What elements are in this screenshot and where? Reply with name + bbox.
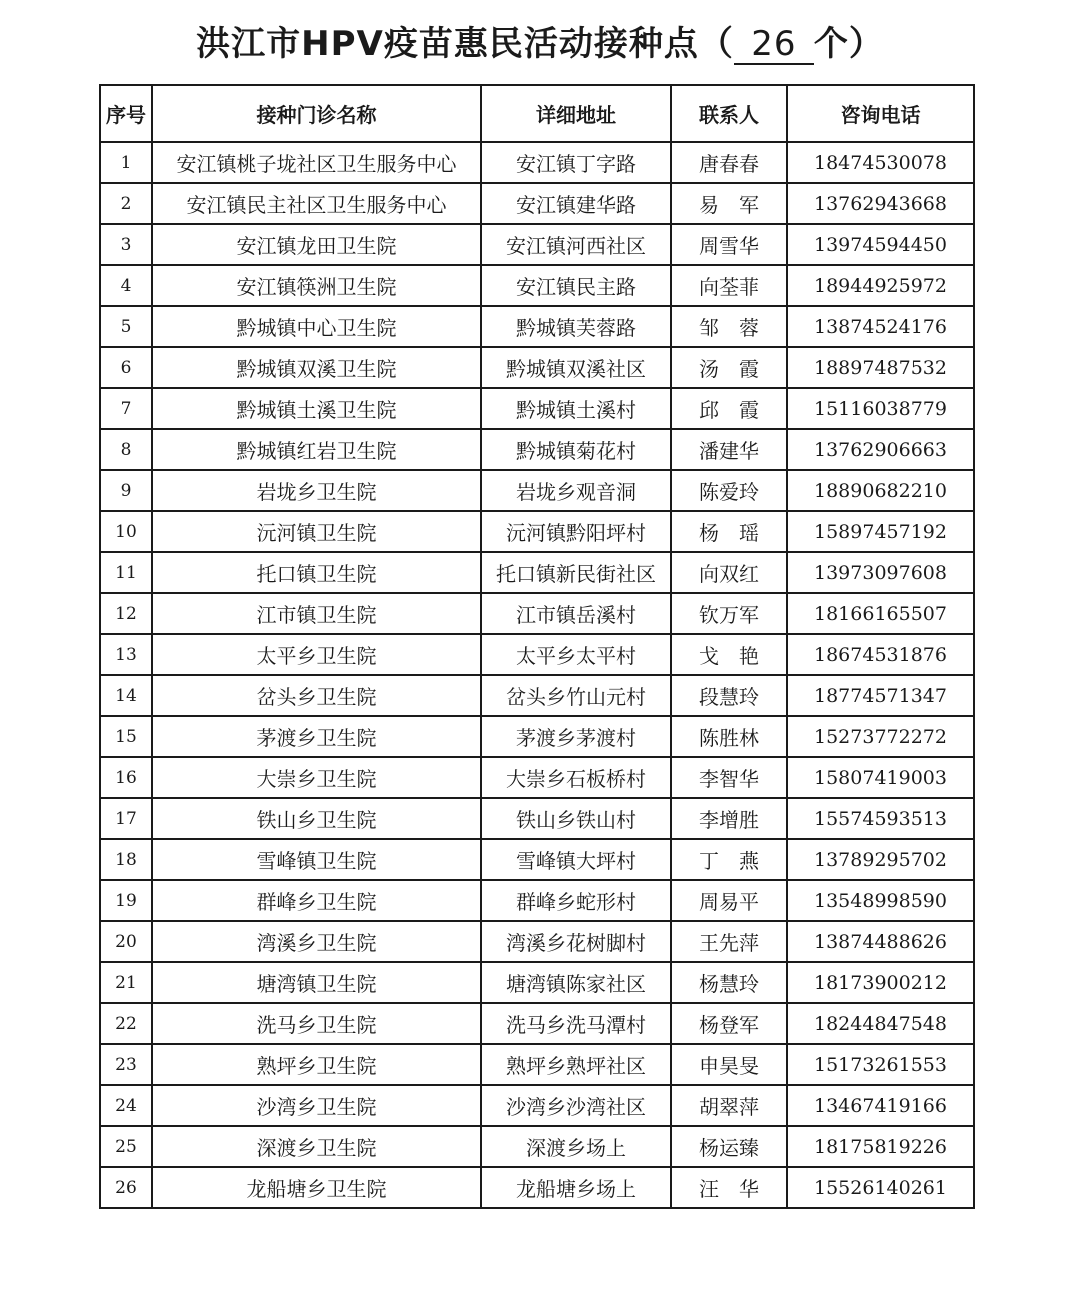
cell-contact: 戈 艳	[671, 634, 787, 675]
cell-no: 21	[100, 962, 152, 1003]
cell-address: 黔城镇土溪村	[481, 388, 671, 429]
cell-clinic-name: 安江镇民主社区卫生服务中心	[152, 183, 481, 224]
cell-no: 1	[100, 142, 152, 183]
cell-contact: 向双红	[671, 552, 787, 593]
cell-contact: 唐春春	[671, 142, 787, 183]
cell-address: 大崇乡石板桥村	[481, 757, 671, 798]
cell-address: 太平乡太平村	[481, 634, 671, 675]
cell-no: 17	[100, 798, 152, 839]
cell-clinic-name: 沙湾乡卫生院	[152, 1085, 481, 1126]
cell-contact: 申昊旻	[671, 1044, 787, 1085]
cell-phone: 15116038779	[787, 388, 974, 429]
cell-no: 25	[100, 1126, 152, 1167]
cell-phone: 15897457192	[787, 511, 974, 552]
cell-phone: 18166165507	[787, 593, 974, 634]
cell-address: 熟坪乡熟坪社区	[481, 1044, 671, 1085]
cell-contact: 杨登军	[671, 1003, 787, 1044]
cell-contact: 邹 蓉	[671, 306, 787, 347]
cell-address: 茅渡乡茅渡村	[481, 716, 671, 757]
cell-contact: 李智华	[671, 757, 787, 798]
cell-address: 安江镇丁字路	[481, 142, 671, 183]
cell-phone: 15173261553	[787, 1044, 974, 1085]
table-row	[100, 265, 974, 306]
cell-address: 安江镇建华路	[481, 183, 671, 224]
header-clinic-name: 接种门诊名称	[152, 85, 481, 142]
cell-no: 8	[100, 429, 152, 470]
cell-no: 24	[100, 1085, 152, 1126]
table-row	[100, 675, 974, 716]
cell-phone: 13789295702	[787, 839, 974, 880]
table-header-row	[100, 85, 974, 142]
cell-phone: 13762943668	[787, 183, 974, 224]
cell-phone: 13974594450	[787, 224, 974, 265]
cell-phone: 15574593513	[787, 798, 974, 839]
table-row	[100, 798, 974, 839]
cell-clinic-name: 塘湾镇卫生院	[152, 962, 481, 1003]
cell-contact: 汤 霞	[671, 347, 787, 388]
cell-contact: 向荃菲	[671, 265, 787, 306]
table-row	[100, 347, 974, 388]
table-row	[100, 1126, 974, 1167]
cell-phone: 13548998590	[787, 880, 974, 921]
cell-address: 深渡乡场上	[481, 1126, 671, 1167]
cell-phone: 18897487532	[787, 347, 974, 388]
cell-contact: 丁 燕	[671, 839, 787, 880]
cell-phone: 13874488626	[787, 921, 974, 962]
cell-no: 16	[100, 757, 152, 798]
table-row	[100, 388, 974, 429]
table-row	[100, 593, 974, 634]
cell-phone: 18944925972	[787, 265, 974, 306]
cell-no: 3	[100, 224, 152, 265]
cell-contact: 胡翠萍	[671, 1085, 787, 1126]
vaccination-sites-table	[99, 84, 975, 1209]
cell-contact: 邱 霞	[671, 388, 787, 429]
header-no: 序号	[100, 85, 152, 142]
cell-clinic-name: 铁山乡卫生院	[152, 798, 481, 839]
cell-phone: 18474530078	[787, 142, 974, 183]
cell-address: 塘湾镇陈家社区	[481, 962, 671, 1003]
cell-no: 18	[100, 839, 152, 880]
table-row	[100, 511, 974, 552]
table-row	[100, 757, 974, 798]
table-row	[100, 470, 974, 511]
cell-phone: 13762906663	[787, 429, 974, 470]
cell-no: 9	[100, 470, 152, 511]
cell-no: 12	[100, 593, 152, 634]
cell-clinic-name: 太平乡卫生院	[152, 634, 481, 675]
cell-contact: 杨运臻	[671, 1126, 787, 1167]
cell-contact: 杨 瑶	[671, 511, 787, 552]
cell-address: 沙湾乡沙湾社区	[481, 1085, 671, 1126]
table-row	[100, 429, 974, 470]
cell-no: 7	[100, 388, 152, 429]
cell-contact: 陈爱玲	[671, 470, 787, 511]
cell-clinic-name: 安江镇龙田卫生院	[152, 224, 481, 265]
cell-no: 11	[100, 552, 152, 593]
table-row	[100, 224, 974, 265]
header-contact: 联系人	[671, 85, 787, 142]
cell-contact: 钦万军	[671, 593, 787, 634]
cell-contact: 潘建华	[671, 429, 787, 470]
cell-address: 铁山乡铁山村	[481, 798, 671, 839]
cell-no: 5	[100, 306, 152, 347]
cell-phone: 18244847548	[787, 1003, 974, 1044]
cell-phone: 18173900212	[787, 962, 974, 1003]
header-phone: 咨询电话	[787, 85, 974, 142]
cell-clinic-name: 雪峰镇卫生院	[152, 839, 481, 880]
cell-clinic-name: 洗马乡卫生院	[152, 1003, 481, 1044]
cell-clinic-name: 安江镇筷洲卫生院	[152, 265, 481, 306]
cell-address: 雪峰镇大坪村	[481, 839, 671, 880]
cell-phone: 15807419003	[787, 757, 974, 798]
cell-address: 黔城镇双溪社区	[481, 347, 671, 388]
cell-address: 江市镇岳溪村	[481, 593, 671, 634]
cell-no: 20	[100, 921, 152, 962]
cell-address: 沅河镇黔阳坪村	[481, 511, 671, 552]
table-row	[100, 962, 974, 1003]
cell-clinic-name: 茅渡乡卫生院	[152, 716, 481, 757]
cell-address: 岩垅乡观音洞	[481, 470, 671, 511]
cell-address: 洗马乡洗马潭村	[481, 1003, 671, 1044]
cell-phone: 18774571347	[787, 675, 974, 716]
cell-clinic-name: 黔城镇红岩卫生院	[152, 429, 481, 470]
cell-phone: 15273772272	[787, 716, 974, 757]
cell-no: 6	[100, 347, 152, 388]
cell-address: 安江镇河西社区	[481, 224, 671, 265]
cell-phone: 13874524176	[787, 306, 974, 347]
cell-contact: 易 军	[671, 183, 787, 224]
cell-no: 2	[100, 183, 152, 224]
cell-phone: 13467419166	[787, 1085, 974, 1126]
cell-address: 岔头乡竹山元村	[481, 675, 671, 716]
table-row	[100, 1167, 974, 1208]
cell-phone: 18674531876	[787, 634, 974, 675]
cell-contact: 周易平	[671, 880, 787, 921]
cell-clinic-name: 大崇乡卫生院	[152, 757, 481, 798]
cell-clinic-name: 沅河镇卫生院	[152, 511, 481, 552]
table-row	[100, 634, 974, 675]
title-suffix: 个）	[813, 24, 884, 64]
cell-clinic-name: 安江镇桃子垅社区卫生服务中心	[152, 142, 481, 183]
cell-clinic-name: 龙船塘乡卫生院	[152, 1167, 481, 1208]
cell-no: 22	[100, 1003, 152, 1044]
cell-address: 湾溪乡花树脚村	[481, 921, 671, 962]
header-address: 详细地址	[481, 85, 671, 142]
cell-contact: 汪 华	[671, 1167, 787, 1208]
page-title	[0, 16, 1080, 65]
site-count: 26	[734, 27, 814, 65]
cell-contact: 陈胜林	[671, 716, 787, 757]
cell-no: 13	[100, 634, 152, 675]
table-row	[100, 1085, 974, 1126]
cell-no: 15	[100, 716, 152, 757]
table-row	[100, 183, 974, 224]
cell-address: 黔城镇芙蓉路	[481, 306, 671, 347]
cell-contact: 杨慧玲	[671, 962, 787, 1003]
table-row	[100, 142, 974, 183]
cell-contact: 王先萍	[671, 921, 787, 962]
title-prefix: 洪江市HPV疫苗惠民活动接种点（	[196, 24, 734, 64]
cell-clinic-name: 湾溪乡卫生院	[152, 921, 481, 962]
cell-address: 龙船塘乡场上	[481, 1167, 671, 1208]
cell-clinic-name: 黔城镇双溪卫生院	[152, 347, 481, 388]
cell-clinic-name: 群峰乡卫生院	[152, 880, 481, 921]
cell-no: 14	[100, 675, 152, 716]
cell-clinic-name: 岔头乡卫生院	[152, 675, 481, 716]
table-row	[100, 716, 974, 757]
table-row	[100, 921, 974, 962]
table-row	[100, 552, 974, 593]
cell-clinic-name: 黔城镇中心卫生院	[152, 306, 481, 347]
cell-no: 23	[100, 1044, 152, 1085]
cell-clinic-name: 熟坪乡卫生院	[152, 1044, 481, 1085]
cell-clinic-name: 托口镇卫生院	[152, 552, 481, 593]
cell-contact: 周雪华	[671, 224, 787, 265]
cell-clinic-name: 岩垅乡卫生院	[152, 470, 481, 511]
cell-phone: 18890682210	[787, 470, 974, 511]
cell-contact: 段慧玲	[671, 675, 787, 716]
table-body	[100, 142, 974, 1208]
cell-address: 托口镇新民街社区	[481, 552, 671, 593]
table-row	[100, 839, 974, 880]
cell-no: 10	[100, 511, 152, 552]
cell-no: 19	[100, 880, 152, 921]
table-row	[100, 306, 974, 347]
table-row	[100, 880, 974, 921]
cell-no: 26	[100, 1167, 152, 1208]
cell-phone: 18175819226	[787, 1126, 974, 1167]
cell-address: 黔城镇菊花村	[481, 429, 671, 470]
cell-phone: 13973097608	[787, 552, 974, 593]
cell-phone: 15526140261	[787, 1167, 974, 1208]
cell-clinic-name: 黔城镇土溪卫生院	[152, 388, 481, 429]
table-row	[100, 1044, 974, 1085]
cell-address: 安江镇民主路	[481, 265, 671, 306]
table-row	[100, 1003, 974, 1044]
cell-clinic-name: 深渡乡卫生院	[152, 1126, 481, 1167]
cell-no: 4	[100, 265, 152, 306]
cell-address: 群峰乡蛇形村	[481, 880, 671, 921]
cell-contact: 李增胜	[671, 798, 787, 839]
cell-clinic-name: 江市镇卫生院	[152, 593, 481, 634]
